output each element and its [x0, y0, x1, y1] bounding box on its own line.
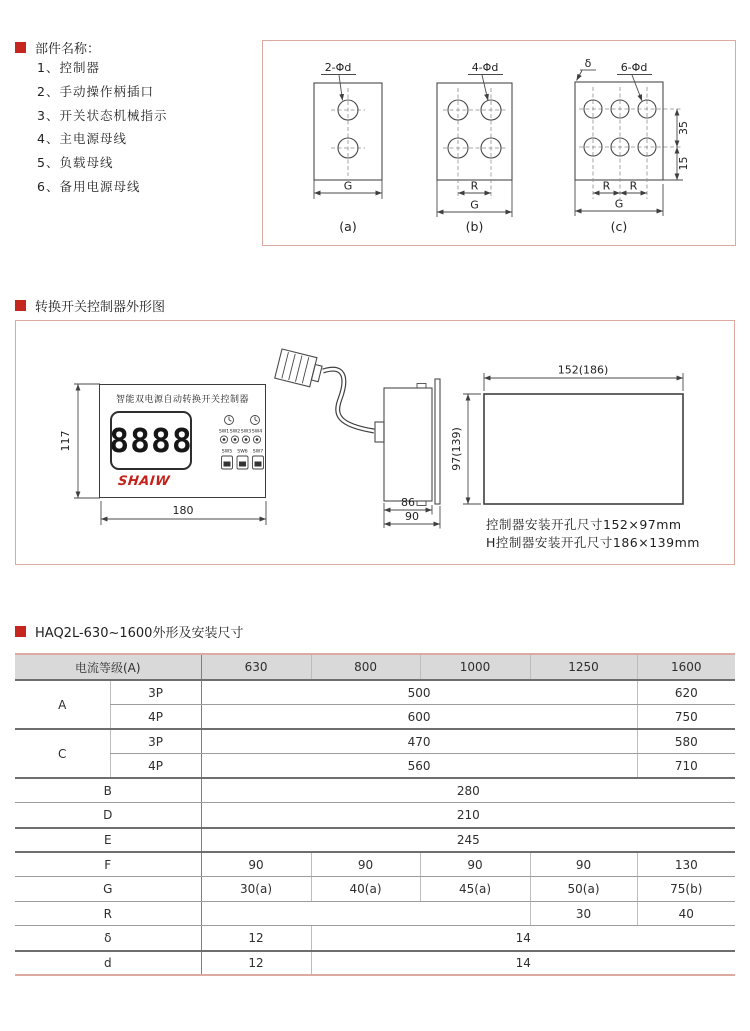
caption-c: (c) [610, 219, 628, 234]
dim-r-label: R [629, 179, 638, 193]
button-cluster [219, 414, 266, 476]
hole-count-label: 2-Φd [324, 61, 352, 74]
row-label-E: E [15, 828, 201, 853]
row-label-C: C [15, 729, 110, 778]
dim-90-label: 90 [405, 510, 419, 523]
mounting-note-line: H控制器安装开孔尺寸186×139mm [486, 535, 700, 550]
table-row [15, 803, 735, 828]
dim-g-label: G [470, 198, 479, 212]
cable [323, 369, 374, 431]
parts-list-item: 5、负载母线 [37, 155, 114, 171]
red-square-bullet-icon [15, 42, 26, 53]
table-cell: 14 [311, 951, 735, 976]
section-parts-heading [15, 38, 100, 57]
front-flange [435, 379, 440, 504]
table-row [15, 729, 735, 754]
section-controller-heading [15, 296, 165, 315]
controller-body-side [384, 388, 432, 501]
table-row [15, 828, 735, 853]
table-cell: 620 [637, 680, 735, 705]
sw-label: SW5 [221, 449, 233, 455]
round-button-icon [220, 436, 260, 443]
dim-r-label: R [470, 179, 479, 193]
row-label-G: G [15, 877, 201, 902]
dim-15-label: 15 [677, 156, 690, 171]
controller-outline-box [15, 320, 735, 565]
table-cell: 90 [530, 852, 637, 877]
table-row [15, 680, 735, 705]
table-row [15, 951, 735, 976]
dim-cutout-height-label: 97(139) [450, 427, 463, 471]
dim-35-label: 35 [677, 121, 690, 135]
table-cell: 40(a) [311, 877, 420, 902]
row-label-A: A [15, 680, 110, 729]
side-view [275, 349, 440, 529]
row-label-B: B [15, 778, 201, 803]
row-label-d: d [15, 951, 201, 976]
red-square-bullet-icon [15, 626, 26, 637]
table-cell: 45(a) [420, 877, 530, 902]
table-cell: 75(b) [637, 877, 735, 902]
table-cell: 580 [637, 729, 735, 754]
parts-list-item: 1、控制器 [37, 60, 100, 75]
table-cell: 12 [201, 951, 311, 976]
sw-label: SW1 [219, 429, 230, 435]
dim-g-label: G [614, 197, 624, 211]
table-cell: 12 [201, 926, 311, 951]
plug-connector [275, 349, 324, 389]
dimension-table [15, 653, 735, 976]
panel-cutout [450, 364, 683, 505]
caption-a: (a) [339, 219, 357, 234]
sw-label: SW6 [237, 449, 248, 455]
section-parts-title: 部件名称： [35, 42, 101, 57]
table-cell: 90 [201, 852, 311, 877]
clock-icon [225, 416, 234, 425]
table-cell: 600 [201, 705, 637, 730]
table-cell: 40 [637, 901, 735, 926]
sw-label: SW2 [229, 429, 241, 435]
controller-front-panel [99, 384, 266, 498]
red-square-bullet-icon [15, 300, 26, 311]
dim-86-label: 86 [401, 496, 415, 509]
brand-logo: SHAIW [117, 474, 171, 489]
square-button-icon [222, 456, 264, 469]
row-sub-3p: 3P [110, 680, 201, 705]
table-cell: 500 [201, 680, 637, 705]
digital-display [110, 411, 192, 470]
display-value: 8888 [109, 421, 193, 460]
table-cell: 14 [311, 926, 735, 951]
clock-icon [251, 416, 260, 425]
parts-list-item: 3、开关状态机械指示 [37, 107, 168, 123]
table-cell [201, 901, 530, 926]
dim-180-label: 180 [172, 504, 194, 517]
sw-label: SW3 [240, 429, 252, 435]
table-cell: 50(a) [530, 877, 637, 902]
hole-pattern-b [437, 61, 512, 234]
header-1000: 1000 [420, 654, 530, 680]
cable-gland [375, 422, 384, 442]
table-cell: 750 [637, 705, 735, 730]
header-800: 800 [311, 654, 420, 680]
header-1250: 1250 [530, 654, 637, 680]
table-row [15, 926, 735, 951]
table-row [15, 877, 735, 902]
dim-117-label: 117 [59, 430, 72, 452]
parts-list-item: 2、手动操作柄插口 [37, 83, 154, 99]
row-sub-4p: 4P [110, 705, 201, 730]
table-row [15, 778, 735, 803]
mounting-note-line: 控制器安装开孔尺寸152×97mm [486, 517, 682, 532]
row-label-R: R [15, 901, 201, 926]
table-cell: 245 [201, 828, 735, 853]
table-row [15, 852, 735, 877]
table-cell: 30 [530, 901, 637, 926]
sw-label: SW7 [252, 449, 264, 455]
caption-b: (b) [465, 219, 484, 234]
table-cell: 210 [201, 803, 735, 828]
table-cell: 280 [201, 778, 735, 803]
table-row [15, 754, 735, 779]
parts-list-item: 4、主电源母线 [37, 131, 127, 147]
section-table-heading [15, 622, 243, 641]
table-row [15, 705, 735, 730]
sw-label: SW4 [251, 429, 263, 435]
section-controller-title: 转换开关控制器外形图 [35, 300, 166, 315]
parts-list [37, 56, 167, 199]
hole-count-label: 4-Φd [471, 61, 499, 74]
panel-title: 智能双电源自动转换开关控制器 [115, 395, 249, 405]
table-cell: 710 [637, 754, 735, 779]
row-label-F: F [15, 852, 201, 877]
table-row [15, 901, 735, 926]
mount-clip [417, 384, 426, 389]
table-header-row [15, 654, 735, 680]
parts-list-item: 6、备用电源母线 [37, 178, 141, 194]
dim-g-label: G [343, 179, 353, 193]
table-cell: 470 [201, 729, 637, 754]
header-630: 630 [201, 654, 311, 680]
table-cell: 90 [420, 852, 530, 877]
row-label-D: D [15, 803, 201, 828]
table-cell: 130 [637, 852, 735, 877]
row-label-delta: δ [15, 926, 201, 951]
hole-pattern-box [262, 40, 736, 246]
hole-pattern-a [314, 61, 382, 234]
hole-pattern-drawing [263, 41, 734, 244]
dim-cutout-width-label: 152(186) [557, 363, 609, 377]
hole-pattern-c [575, 57, 690, 234]
table-cell: 560 [201, 754, 637, 779]
row-sub-3p: 3P [110, 729, 201, 754]
section-table-title: HAQ2L-630~1600外形及安装尺寸 [35, 626, 244, 641]
mounting-notes [486, 516, 700, 552]
dim-r-label: R [602, 179, 611, 193]
header-1600: 1600 [637, 654, 735, 680]
hole-count-label: 6-Φd [620, 61, 648, 74]
table-cell: 30(a) [201, 877, 311, 902]
row-sub-4p: 4P [110, 754, 201, 779]
table-cell: 90 [311, 852, 420, 877]
header-current-rating: 电流等级(A) [15, 654, 201, 680]
thickness-delta-label: δ [584, 57, 592, 70]
mount-clip [417, 501, 426, 506]
